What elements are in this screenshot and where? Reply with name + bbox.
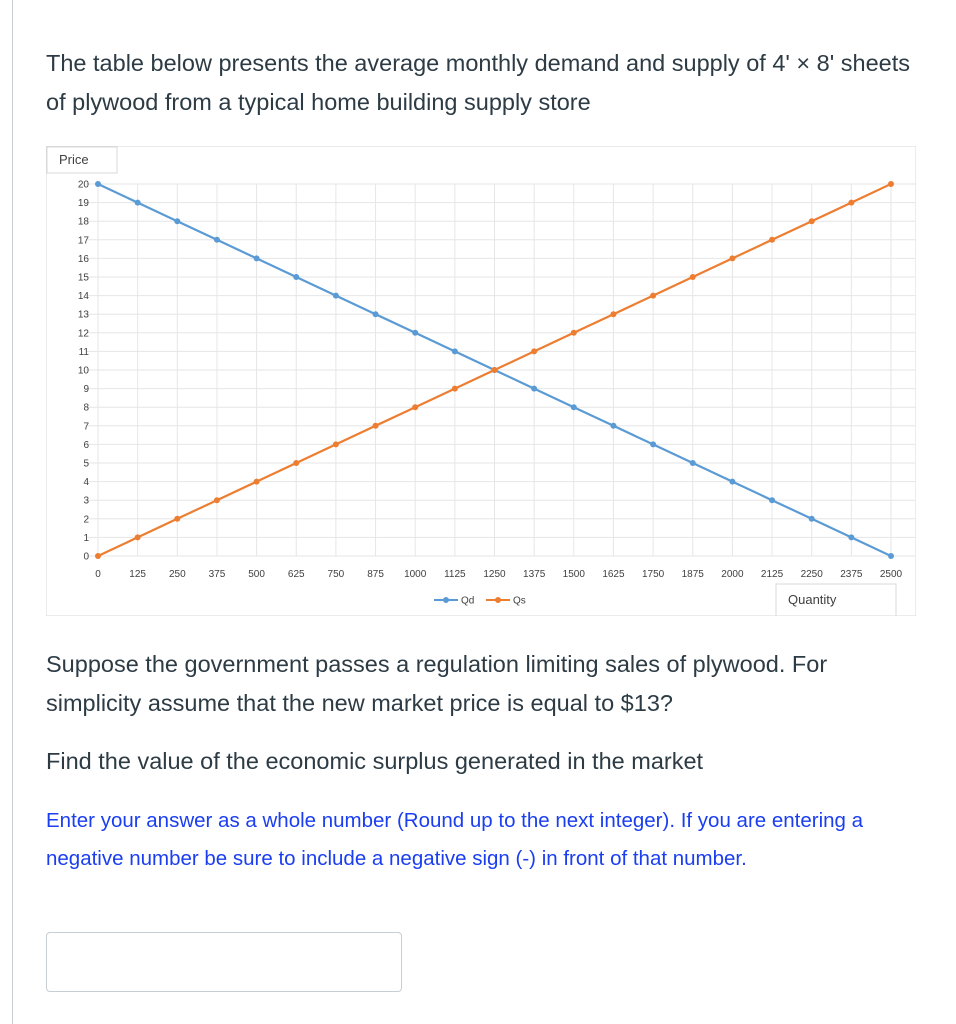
x-tick-label: 1625 [602,569,625,580]
data-point-qs [452,386,458,392]
x-tick-labels [95,569,902,580]
data-point-qd [888,553,894,559]
data-point-qs [809,218,815,224]
y-tick-label: 13 [77,309,89,321]
answer-instructions: Enter your answer as a whole number (Round up to the next integer). If you are entering a negative number be sure to include a negative sign (-) in front of that number. [46,809,864,870]
x-tick-label: 2375 [840,569,863,580]
x-tick-label: 0 [95,569,101,580]
question-paragraph-2: Find the value of the economic surplus generated in the market [46,748,704,774]
x-tick-label: 750 [327,569,345,580]
y-tick-label: 14 [77,291,89,303]
y-tick-label: 3 [83,495,89,507]
x-tick-label: 250 [168,569,186,580]
data-point-qs [333,441,339,447]
y-tick-label: 5 [83,458,89,470]
y-tick-label: 0 [83,551,89,563]
legend-label-qd: Qd [461,595,475,607]
y-tick-label: 15 [77,272,89,284]
data-point-qs [848,200,854,206]
data-point-qd [531,386,537,392]
data-point-qs [412,404,418,410]
data-point-qd [293,274,299,280]
data-point-qs [135,534,141,540]
data-point-qs [888,181,894,187]
y-tick-label: 18 [77,216,89,228]
chart-grid [86,184,916,556]
data-point-qs [95,553,101,559]
y-tick-label: 19 [77,198,89,210]
data-point-qd [690,460,696,466]
data-point-qs [174,516,180,522]
legend-marker-qs [495,597,501,603]
legend-marker-qd [443,597,449,603]
y-tick-label: 9 [83,384,89,396]
data-point-qs [531,348,537,354]
x-tick-label: 1750 [641,569,665,580]
y-tick-label: 20 [77,179,89,191]
x-tick-label: 2500 [879,569,903,580]
y-tick-label: 10 [77,365,89,377]
x-tick-label: 125 [129,569,146,580]
x-tick-label: 500 [248,569,265,580]
data-point-qs [492,367,498,373]
data-point-qd [373,311,379,317]
data-point-qs [690,274,696,280]
x-tick-label: 875 [367,569,384,580]
y-tick-label: 16 [77,253,89,265]
data-point-qs [373,423,379,429]
x-tick-label: 2000 [721,569,744,580]
supply-demand-chart [46,146,916,616]
y-tick-label: 17 [77,235,89,247]
y-tick-label: 8 [83,402,89,414]
data-point-qd [333,293,339,299]
data-point-qd [610,423,616,429]
legend-label-qs: Qs [513,595,526,607]
data-point-qd [214,237,220,243]
y-tick-label: 11 [78,346,89,358]
question-intro: The table below presents the average monthly demand and supply of 4' × 8' sheets of plywood from a typical home building supply store [46,50,911,115]
x-tick-label: 1250 [483,569,506,580]
data-point-qd [571,404,577,410]
page-left-border [12,0,13,1024]
data-point-qd [650,441,656,447]
data-point-qs [293,460,299,466]
data-point-qs [769,237,775,243]
data-point-qd [729,479,735,485]
x-tick-label: 1875 [681,569,704,580]
chart-background [46,146,916,616]
data-point-qs [610,311,616,317]
data-point-qs [254,479,260,485]
y-tick-label: 12 [77,328,89,340]
x-tick-label: 625 [287,569,305,580]
x-tick-label: 1125 [444,569,466,580]
x-tick-label: 1500 [562,569,585,580]
data-point-qs [650,293,656,299]
data-point-qd [135,200,141,206]
x-tick-label: 1375 [523,569,546,580]
x-axis-label: Quantity [788,592,837,607]
x-tick-label: 375 [208,569,226,580]
answer-input[interactable] [46,932,402,992]
y-tick-label: 6 [83,439,89,451]
x-tick-label: 2125 [760,569,784,580]
data-point-qd [95,181,101,187]
x-tick-label: 2250 [800,569,823,580]
data-point-qd [174,218,180,224]
data-point-qs [571,330,577,336]
x-tick-label: 1000 [404,569,427,580]
data-point-qs [214,497,220,503]
question-paragraph-1: Suppose the government passes a regulation limiting sales of plywood. For simplicity assume that the new market price is equal to $13? [46,651,828,716]
y-axis-label: Price [59,152,89,167]
data-point-qd [809,516,815,522]
y-tick-label: 1 [83,532,89,544]
data-point-qd [848,534,854,540]
y-tick-label: 4 [83,477,89,489]
data-point-qd [452,348,458,354]
data-point-qd [254,255,260,261]
data-point-qd [412,330,418,336]
y-tick-label: 2 [83,514,89,526]
data-point-qs [729,255,735,261]
y-tick-label: 7 [83,421,89,433]
chart-svg [46,146,916,616]
data-point-qd [769,497,775,503]
